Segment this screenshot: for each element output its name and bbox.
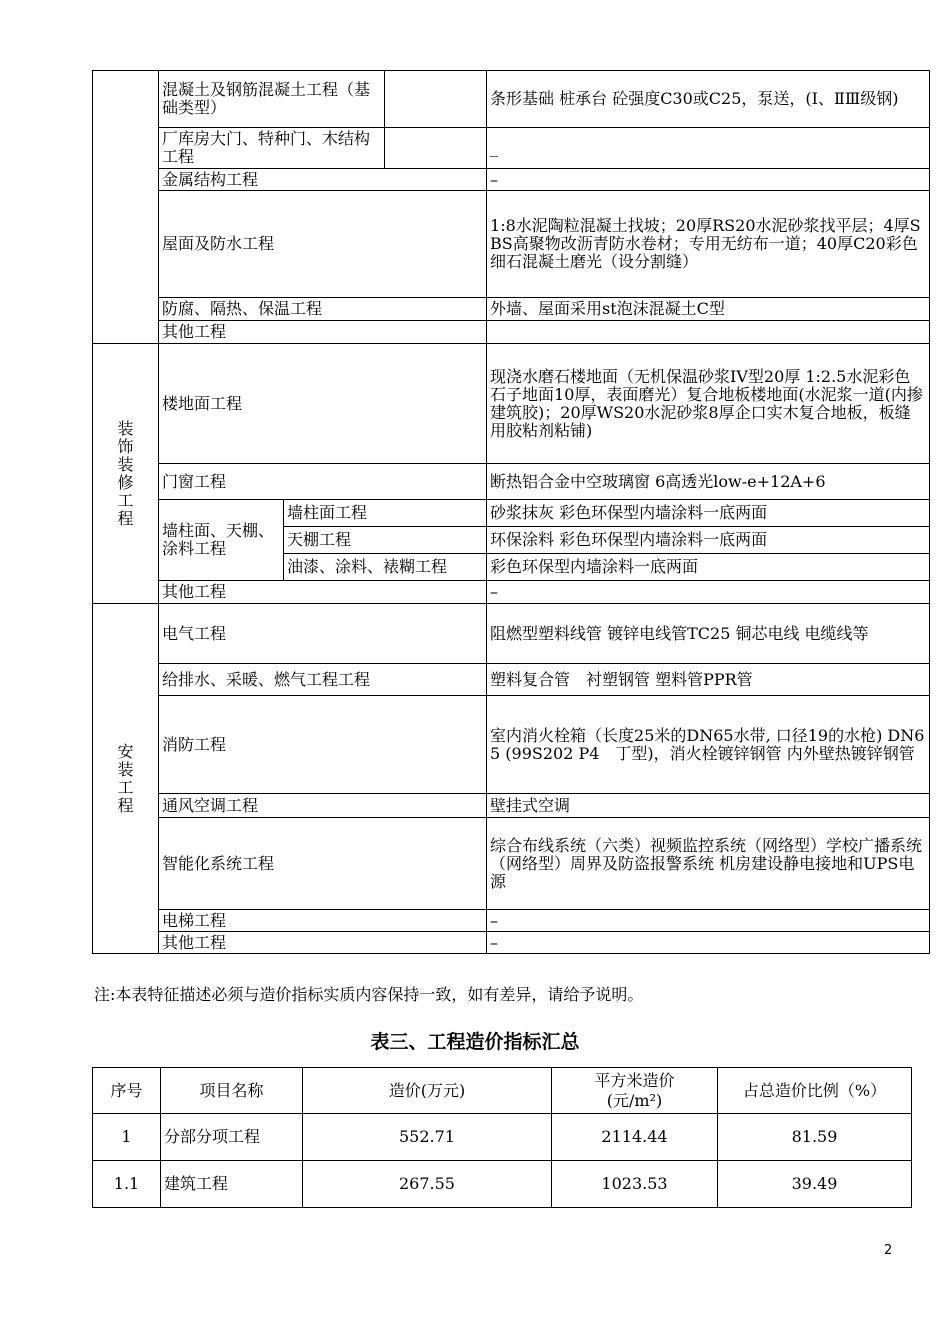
item-name: 厂库房大门、特种门、木结构工程 — [159, 128, 385, 169]
table-header-row — [93, 1068, 912, 1114]
cell-unit-cost: 2114.44 — [552, 1114, 718, 1161]
category-decoration — [93, 344, 159, 604]
table-row — [93, 696, 930, 794]
category-label: 装饰装修工程 — [117, 418, 134, 528]
table-row — [93, 298, 930, 321]
item-desc: 壁挂式空调 — [487, 794, 930, 818]
table-row — [93, 191, 930, 298]
table3-title: 表三、工程造价指标汇总 — [370, 1031, 580, 1053]
item-desc — [487, 321, 930, 344]
item-name: 混凝土及钢筋混凝土工程（基础类型） — [159, 71, 385, 128]
item-desc: 断热铝合金中空玻璃窗 6高透光low-e+12A+6 — [487, 464, 930, 500]
item-desc: 塑料复合管 衬塑钢管 塑料管PPR管 — [487, 664, 930, 696]
item-desc: – — [487, 169, 930, 191]
item-name: 天棚工程 — [284, 527, 487, 554]
blank-cell — [385, 128, 487, 169]
col-header-unit-cost — [552, 1068, 718, 1114]
item-desc: – — [487, 581, 930, 604]
table-row — [93, 664, 930, 696]
cell-no: 1.1 — [93, 1161, 161, 1208]
table-row — [93, 1161, 912, 1208]
item-desc: 综合布线系统（六类）视频监控系统（网络型）学校广播系统（网络型）周界及防盗报警系统 机房建设静电接地和UPS电源 — [487, 818, 930, 910]
item-desc: 现浇水磨石楼地面（无机保温砂浆IV型20厚 1:2.5水泥彩色石子地面10厚，表面磨光）复合地板楼地面(水泥浆一道(内掺建筑胶)；20厚WS20水泥砂浆8厚企口实木复合地板，板缝用胶粘剂粘铺) — [487, 344, 930, 464]
cell-no: 1 — [93, 1114, 161, 1161]
table-row — [93, 464, 930, 500]
cell-name: 建筑工程 — [161, 1161, 303, 1208]
col-header-name: 项目名称 — [161, 1068, 303, 1114]
item-name: 其他工程 — [159, 581, 487, 604]
item-desc: – — [487, 910, 930, 932]
item-name: 电气工程 — [159, 604, 487, 664]
table-row — [93, 581, 930, 604]
table-note: 注:本表特征描述必须与造价指标实质内容保持一致，如有差异，请给予说明。 — [94, 985, 644, 1004]
category-label: 安装工程 — [117, 741, 134, 815]
item-name: 楼地面工程 — [159, 344, 487, 464]
unit-cost-unit: (元/m²) — [606, 1090, 663, 1110]
item-desc: 条形基础 桩承台 砼强度C30或C25，泵送，(Ⅰ、ⅡⅢ级钢) — [487, 71, 930, 128]
item-name: 给排水、采暖、燃气工程工程 — [159, 664, 487, 696]
col-header-no: 序号 — [93, 1068, 161, 1114]
col-header-cost: 造价(万元) — [303, 1068, 552, 1114]
item-name: 墙柱面工程 — [284, 500, 487, 527]
category-installation — [93, 604, 159, 954]
col-header-ratio: 占总造价比例（%） — [718, 1068, 912, 1114]
item-name: 油漆、涂料、裱糊工程 — [284, 554, 487, 581]
item-desc: 1:8水泥陶粒混凝土找坡；20厚RS20水泥砂浆找平层；4厚SBS高聚物改沥青防水卷材；专用无纺布一道；40厚C20彩色细石混凝土磨光（设分割缝） — [487, 191, 930, 298]
cell-cost: 267.55 — [303, 1161, 552, 1208]
item-name: 其他工程 — [159, 932, 487, 954]
table-row — [93, 932, 930, 954]
table-row — [93, 500, 930, 527]
item-desc: 阻燃型塑料线管 镀锌电线管TC25 铜芯电线 电缆线等 — [487, 604, 930, 664]
item-desc: 外墙、屋面采用st泡沫混凝土C型 — [487, 298, 930, 321]
table-row — [93, 794, 930, 818]
cell-ratio: 39.49 — [718, 1161, 912, 1208]
table-row — [93, 169, 930, 191]
table-row — [93, 604, 930, 664]
table-row — [93, 321, 930, 344]
item-name: 金属结构工程 — [159, 169, 487, 191]
table-row — [93, 128, 930, 169]
item-desc: 砂浆抹灰 彩色环保型内墙涂料一底两面 — [487, 500, 930, 527]
item-name: 消防工程 — [159, 696, 487, 794]
item-name: 智能化系统工程 — [159, 818, 487, 910]
item-name: 其他工程 — [159, 321, 487, 344]
cell-name: 分部分项工程 — [161, 1114, 303, 1161]
item-name: 门窗工程 — [159, 464, 487, 500]
item-desc: – — [487, 932, 930, 954]
cell-cost: 552.71 — [303, 1114, 552, 1161]
unit-cost-label: 平方米造价 — [594, 1070, 675, 1090]
item-desc: 彩色环保型内墙涂料一底两面 — [487, 554, 930, 581]
group-name: 墙柱面、天棚、涂料工程 — [159, 500, 284, 581]
table-row — [93, 71, 930, 128]
item-name: 通风空调工程 — [159, 794, 487, 818]
page-number: 2 — [884, 1243, 893, 1258]
table-row — [93, 818, 930, 910]
item-name: 防腐、隔热、保温工程 — [159, 298, 487, 321]
table-row — [93, 1114, 912, 1161]
feature-description-table — [92, 70, 930, 954]
cost-index-summary-table — [92, 1067, 912, 1208]
blank-cell — [385, 71, 487, 128]
item-desc: 室内消火栓箱（长度25米的DN65水带, 口径19的水枪) DN65 (99S202 P4 丁型)，消火栓镀锌钢管 内外壁热镀锌钢管 — [487, 696, 930, 794]
item-name: 电梯工程 — [159, 910, 487, 932]
table-row — [93, 344, 930, 464]
item-desc: _ — [487, 128, 930, 169]
item-name: 屋面及防水工程 — [159, 191, 487, 298]
cell-ratio: 81.59 — [718, 1114, 912, 1161]
item-desc: 环保涂料 彩色环保型内墙涂料一底两面 — [487, 527, 930, 554]
category-cell-blank — [93, 71, 159, 344]
table-row — [93, 910, 930, 932]
cell-unit-cost: 1023.53 — [552, 1161, 718, 1208]
